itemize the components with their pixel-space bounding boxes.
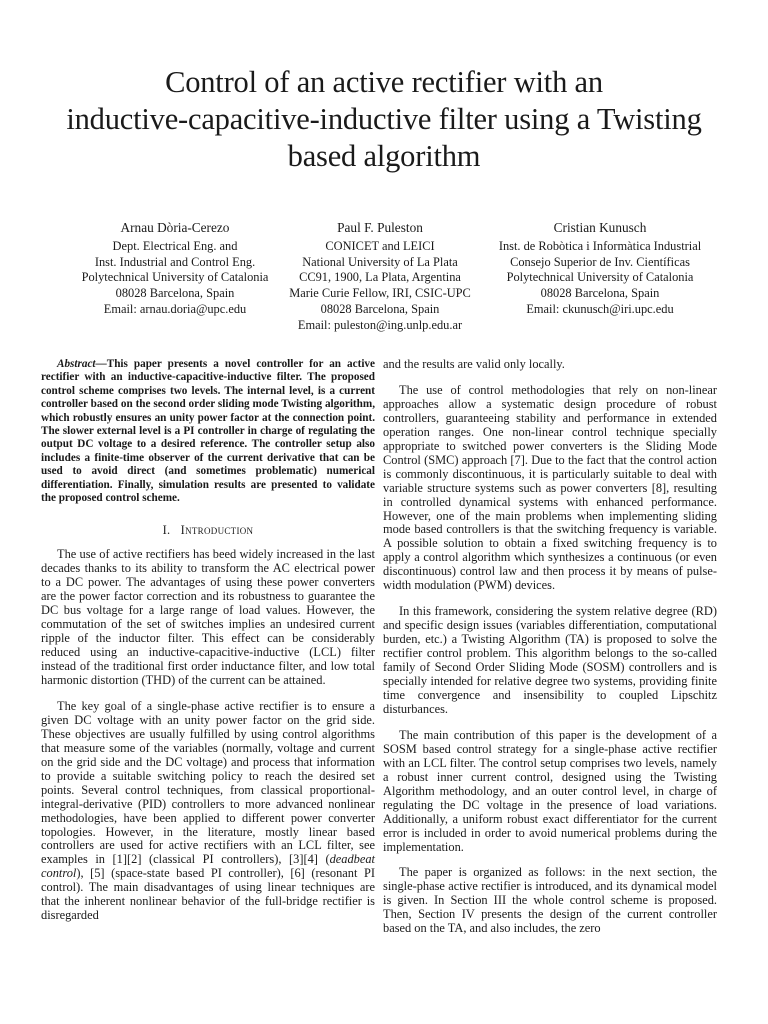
author-email: Email: puleston@ing.unlp.edu.ar [297,317,463,332]
author-3 [480,220,720,318]
author-2 [280,220,480,334]
paragraph-italic-text: deadbeat control [41,852,375,881]
affiliation-line: Marie Curie Fellow, IRI, CSIC-UPC [289,286,471,301]
intro-paragraph-2 [41,700,375,923]
intro-paragraph-1: The use of active rectifiers has beed widely increased in the last decades thanks to its ability to transform the AC electrical power to a DC power. The advantages of using these power converters are the power factor correction and its robustness to guarantee the DC bus voltage for a large range of load values. However, the commutation of the set of switches implies an undesired current ripple of the inductor filter. This effect can be considerably reduced using an inductive-capacitive-inductive (LCL) filter instead of the traditional first order inductance filter, and low total harmonic distortion (THD) of the current can be attained. [41,547,375,687]
title-line-2: inductive-capacitive-inductive filter using a Twisting [66,102,702,136]
affiliation-line: 08028 Barcelona, Spain [115,286,235,301]
affiliation-line: Polytechnical University of Catalonia [81,270,269,285]
paragraph-text: The key goal of a single-phase active rectifier is to ensure a given DC voltage with an unity power factor on the grid side. These objectives are usually fulfilled by using control algorithms that measure some of the variables (normally, voltage and current on the grid side and the DC voltage) and process that information to provide a suitable switching policy to reach the desired set points. Several control techniques, from classical proportional-integral-derivative (PID) controllers to more advanced nonlinear methodologies, have been applied to different power converter topologies. However, in the literature, mostly linear based controllers are used for active rectifiers with an LCL filter, see examples in [1][2] (classical PI controllers), [3][4] ( [41,698,375,867]
abstract [41,358,375,505]
paragraph-text: ), [5] (space-state based PI controller), [6] (resonant PI control). The main disadvantages of using linear techniques are that the inherent nonlinear behavior of the full-bridge rectifier is disregarded [41,866,375,923]
section-title: Introduction [180,523,254,538]
affiliation-line: Dept. Electrical Eng. and [112,238,238,253]
author-email: Email: ckunusch@iri.upc.edu [526,301,674,316]
affiliation-line: National University of La Plata [302,254,458,269]
author-name: Arnau Dòria-Cerezo [120,220,230,235]
author-email: Email: arnau.doria@upc.edu [103,301,247,316]
title-line-3: based algorithm [287,139,481,173]
author-1 [60,220,290,318]
affiliation-line: CONICET and LEICI [325,238,435,253]
affiliation-line: 08028 Barcelona, Spain [320,301,440,316]
affiliation-line: Polytechnical University of Catalonia [506,270,694,285]
title-line-1: Control of an active rectifier with an [165,65,603,99]
paragraph: The paper is organized as follows: in the next section, the single-phase active rectifier is introduced, and its dynamical model is given. In Section III the whole control scheme is proposed. Then, Section IV presents the design of the current controller based on the TA, and also includes, the zero [383,865,717,936]
affiliation-line: CC91, 1900, La Plata, Argentina [299,270,461,285]
right-column [383,358,717,936]
paragraph-continuation: and the results are valid only locally. [383,357,565,371]
section-number: I. [162,523,171,538]
affiliation-line: Inst. de Robòtica i Informàtica Industrial [498,238,702,253]
abstract-lead: Abstract [57,358,96,370]
left-column [41,358,375,923]
paragraph: In this framework, considering the system relative degree (RD) and specific design issues (variables differentiation, computational burden, etc.) a Twisting Algorithm (TA) is proposed to solve the rectifier control problem. This algorithm belongs to the so-called family of Second Order Sliding Mode (SOSM) controllers and is specially intended for relative degree two systems, providing finite time convergence and insensibility to coupled Lipschitz disturbances. [383,604,717,716]
affiliation-line: 08028 Barcelona, Spain [540,286,660,301]
abstract-text: —This paper presents a novel controller for an active rectifier with an inductive-capacitive-inductive filter. The proposed control scheme comprises two levels. The internal level, is a current controller based on the second order sliding mode Twisting algorithm, which robustly ensures an unity power factor at the connection point. The slower external level is a PI controller in charge of regulating the output DC voltage to a desired reference. The controller setup also includes a finite-time observer of the current derivative that can be used to avoid direct (and sometimes problematic) numerical differentiation. Finally, simulation results are presented to validate the proposed control scheme. [41,358,375,505]
author-name: Cristian Kunusch [553,220,647,235]
affiliation-line: Inst. Industrial and Control Eng. [94,254,256,269]
paragraph: The main contribution of this paper is the development of a SOSM based control strategy for a single-phase active rectifier with an LCL filter. The control setup comprises two levels, namely a robust inner current control, designed using the Twisting Algorithm methodology, and an outer control level, in charge of regulating the DC voltage in the presence of load variations. Additionally, a uniform robust exact differentiator for the current error is included in order to avoid numerical problems during the implementation. [383,727,717,854]
section-heading [41,524,375,538]
paragraph: The use of control methodologies that rely on non-linear approaches allow a systematic design procedure of robust controllers, guaranteeing stability and performance in extended operation ranges. One non-linear control technique specially appropriate to switched power converters is the Sliding Mode Control (SMC) approach [7]. Due to the fact that the control action is commonly discontinuous, it is particularly suitable to deal with variable structure systems such as power converters [8], resulting in controlled dynamical systems with enhanced performance. However, one of the main problems when implementing sliding mode based controllers is that the switching frequency is variable. A possible solution to obtain a fixed switching frequency is to apply a control algorithm which synthesizes a continuous (or even discontinuous) control law and then process it by means of pulse-width modulation (PWM) devices. [383,382,717,593]
author-name: Paul F. Puleston [337,220,423,235]
paper-title [40,64,728,175]
affiliation-line: Consejo Superior de Inv. Científicas [510,254,690,269]
